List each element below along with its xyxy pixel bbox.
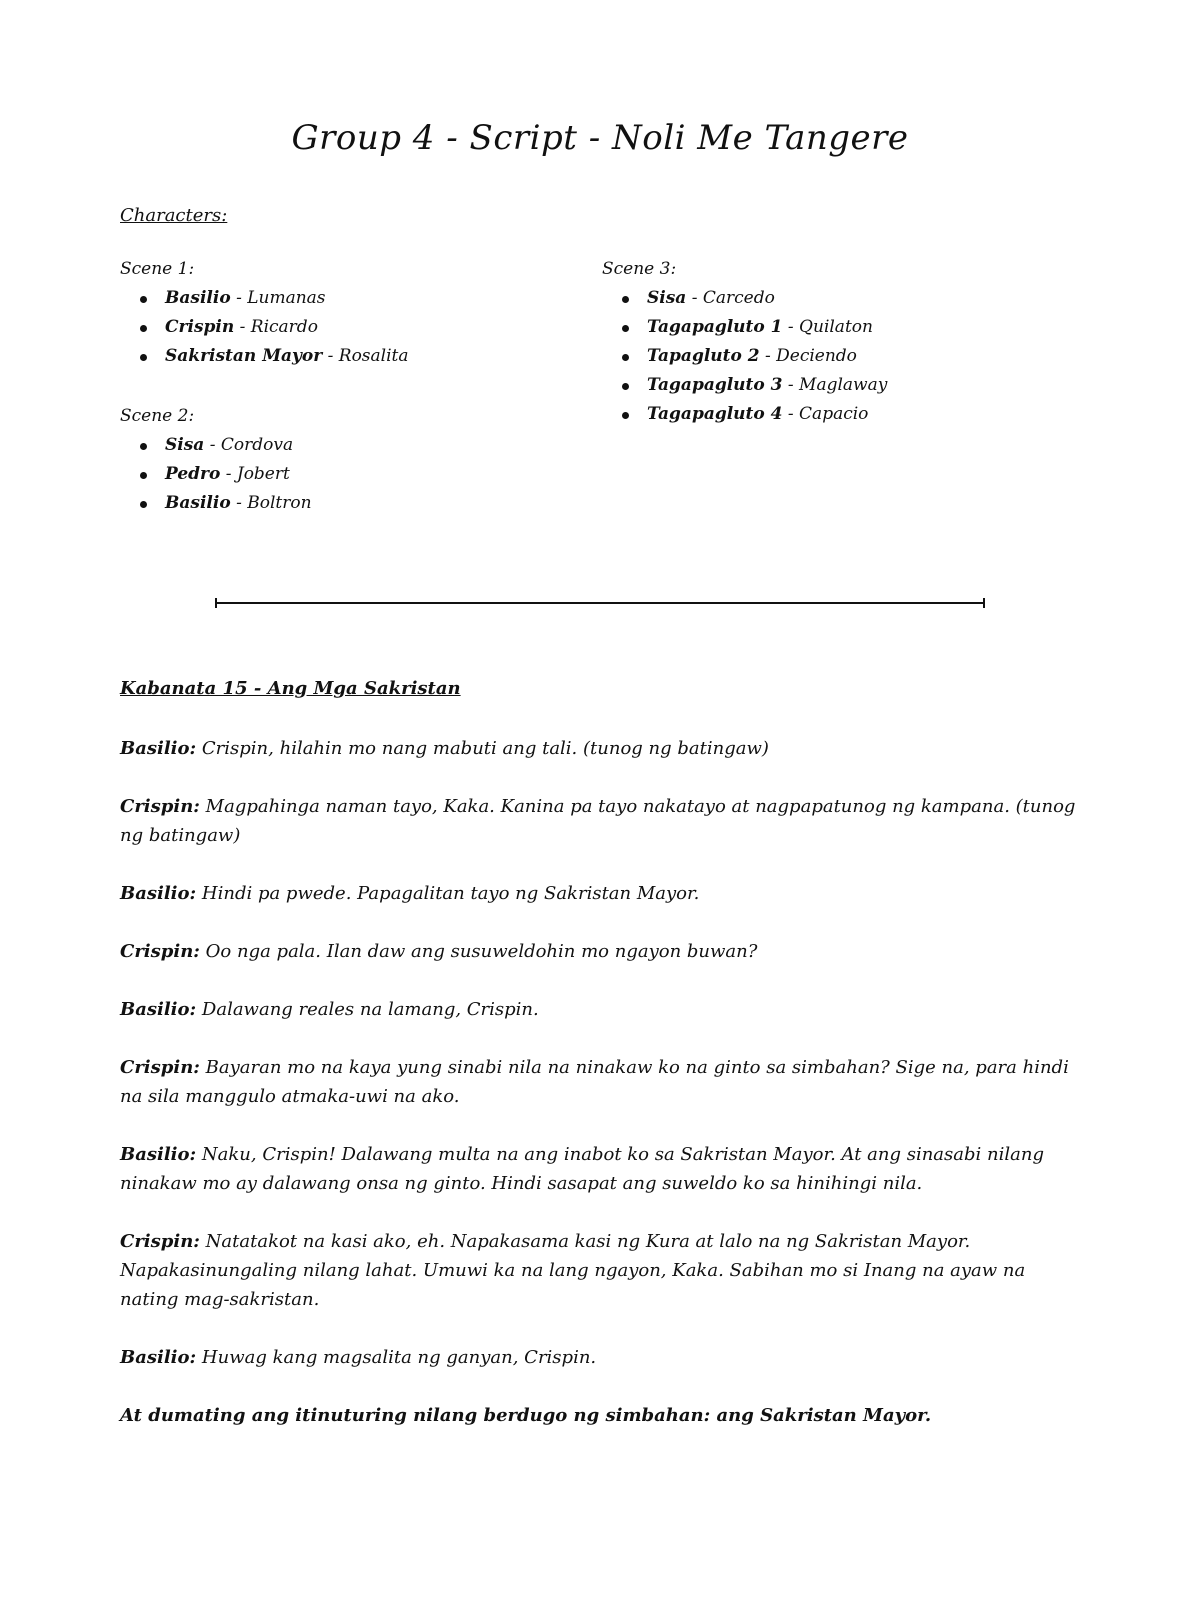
bullet-icon: [140, 443, 147, 450]
line-text: Huwag kang magsalita ng ganyan, Crispin.: [196, 1347, 597, 1368]
line-text: Bayaran mo na kaya yung sinabi nila na ninakaw ko na ginto sa simbahan? Sige na, para hindi na sila manggulo atmaka-uwi na ako.: [120, 1057, 1069, 1107]
bullet-icon: [140, 354, 147, 361]
speaker-name: Basilio:: [120, 999, 197, 1020]
characters-heading: Characters:: [120, 205, 228, 226]
bullet-icon: [622, 383, 629, 390]
dialogue-line: [120, 1140, 1080, 1198]
bullet-icon: [140, 472, 147, 479]
cast-item: [120, 489, 312, 518]
speaker-name: Crispin:: [120, 1057, 200, 1078]
scene-1-title: Scene 1:: [120, 259, 195, 279]
cast-role: Tagapagluto 4: [647, 404, 783, 424]
dialogue-line: [120, 1227, 1080, 1314]
cast-actor: - Lumanas: [230, 288, 326, 308]
cast-role: Pedro: [165, 464, 221, 484]
cast-actor: - Boltron: [230, 493, 312, 513]
cast-item: [120, 431, 312, 460]
chapter-heading: Kabanata 15 - Ang Mga Sakristan: [120, 678, 461, 699]
line-text: Natatakot na kasi ako, eh. Napakasama kasi ng Kura at lalo na ng Sakristan Mayor. Napakasinungaling nilang lahat. Umuwi ka na lang ngayon, Kaka. Sabihan mo si Inang na ayaw na nating mag-sakristan.: [120, 1231, 1026, 1310]
cast-role: Tagapagluto 3: [647, 375, 783, 395]
dialogue-line: [120, 1343, 1080, 1372]
speaker-name: Basilio:: [120, 738, 197, 759]
line-text: Oo nga pala. Ilan daw ang susuweldohin mo ngayon buwan?: [199, 941, 758, 962]
speaker-name: Crispin:: [120, 796, 200, 817]
scene-2-block: [120, 402, 312, 518]
speaker-name: Basilio:: [120, 1144, 197, 1165]
line-text: Crispin, hilahin mo nang mabuti ang tali. (tunog ng batingaw): [196, 738, 769, 759]
cast-item: [120, 313, 409, 342]
dialogue-line: [120, 879, 1080, 908]
cast-item: [602, 284, 887, 313]
bullet-icon: [622, 325, 629, 332]
bullet-icon: [622, 412, 629, 419]
scene-2-cast-list: [120, 431, 312, 518]
horizontal-divider: [215, 602, 985, 604]
line-text: Dalawang reales na lamang, Crispin.: [196, 999, 539, 1020]
cast-role: Basilio: [165, 288, 231, 308]
bullet-icon: [622, 354, 629, 361]
cast-role: Tagapagluto 1: [647, 317, 783, 337]
speaker-name: Crispin:: [120, 1231, 200, 1252]
scene-3-block: [602, 255, 887, 429]
cast-item: [602, 342, 887, 371]
cast-actor: - Deciendo: [759, 346, 857, 366]
document-title: Group 4 - Script - Noli Me Tangere: [291, 118, 909, 158]
bullet-icon: [140, 296, 147, 303]
dialogue-line: [120, 995, 1080, 1024]
scene-3-title: Scene 3:: [602, 259, 677, 279]
line-text: Hindi pa pwede. Papagalitan tayo ng Sakristan Mayor.: [196, 883, 700, 904]
dialogue-line: [120, 792, 1080, 850]
line-text: Naku, Crispin! Dalawang multa na ang inabot ko sa Sakristan Mayor. At ang sinasabi nilang ninakaw mo ay dalawang onsa ng ginto. Hindi sasapat ang suweldo ko sa hinihingi nila.: [120, 1144, 1044, 1194]
scene-1-cast-list: [120, 284, 409, 371]
speaker-name: Crispin:: [120, 941, 200, 962]
cast-role: Sisa: [165, 435, 205, 455]
speaker-name: Basilio:: [120, 883, 197, 904]
scene-2-title: Scene 2:: [120, 406, 195, 426]
cast-actor: - Quilaton: [782, 317, 873, 337]
cast-actor: - Cordova: [204, 435, 294, 455]
cast-item: [602, 371, 887, 400]
cast-role: Sakristan Mayor: [165, 346, 323, 366]
dialogue-line: [120, 937, 1080, 966]
cast-role: Tapagluto 2: [647, 346, 760, 366]
bullet-icon: [140, 325, 147, 332]
line-text: Magpahinga naman tayo, Kaka. Kanina pa tayo nakatayo at nagpapatunog ng kampana. (tunog ng batingaw): [120, 796, 1076, 846]
bullet-icon: [622, 296, 629, 303]
cast-item: [120, 460, 312, 489]
dialogue-line: [120, 1053, 1080, 1111]
cast-role: Basilio: [165, 493, 231, 513]
narration-line: At dumating ang itinuturing nilang berdugo ng simbahan: ang Sakristan Mayor.: [120, 1405, 932, 1426]
cast-item: [120, 284, 409, 313]
cast-actor: - Ricardo: [234, 317, 318, 337]
dialogue-line: [120, 734, 1080, 763]
cast-actor: - Maglaway: [782, 375, 888, 395]
cast-actor: - Rosalita: [322, 346, 409, 366]
bullet-icon: [140, 501, 147, 508]
cast-item: [120, 342, 409, 371]
cast-item: [602, 400, 887, 429]
cast-role: Sisa: [647, 288, 687, 308]
dialogue-section: [120, 734, 1080, 1459]
cast-item: [602, 313, 887, 342]
cast-role: Crispin: [165, 317, 235, 337]
scene-1-block: [120, 255, 409, 371]
speaker-name: Basilio:: [120, 1347, 197, 1368]
cast-actor: - Carcedo: [686, 288, 775, 308]
cast-actor: - Jobert: [220, 464, 290, 484]
scene-3-cast-list: [602, 284, 887, 429]
cast-actor: - Capacio: [782, 404, 869, 424]
